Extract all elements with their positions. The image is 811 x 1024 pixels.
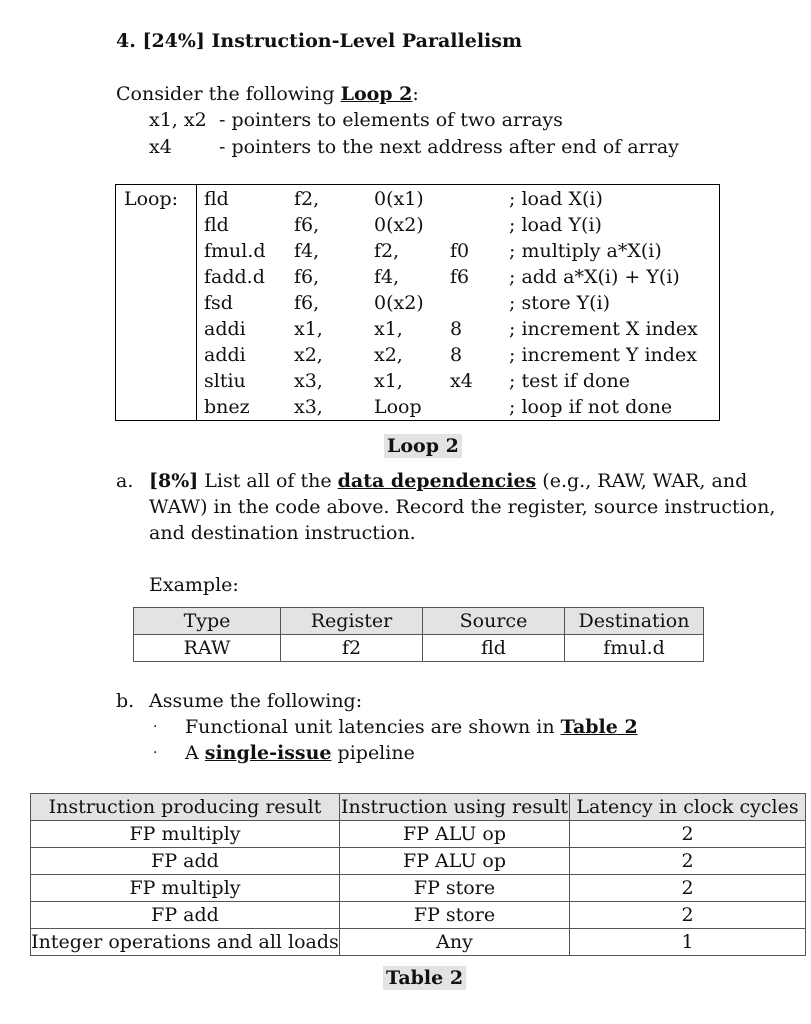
part-a-line-2: WAW) in the code above. Record the register, source instruction, <box>149 496 776 518</box>
code-dest: f4, <box>294 240 320 262</box>
code-opcode: fld <box>204 214 229 236</box>
intro-line <box>116 83 419 105</box>
code-comment: ; load Y(i) <box>509 214 602 236</box>
code-src2: 8 <box>450 318 463 340</box>
code-src1: 0(x2) <box>374 214 424 236</box>
bullet-1-emph: Table 2 <box>560 716 638 738</box>
bullet-item-1 <box>185 716 638 738</box>
latency-cell-latency: 2 <box>570 848 806 875</box>
example-table <box>133 607 704 662</box>
latency-cell-latency: 2 <box>570 902 806 929</box>
table-row <box>31 902 806 929</box>
table-row <box>31 848 806 875</box>
pointer-name-1: x1, x2 <box>149 109 207 131</box>
example-header-destination: Destination <box>565 608 704 635</box>
latency-cell-consumer: FP ALU op <box>340 821 570 848</box>
latency-cell-latency: 2 <box>570 875 806 902</box>
code-src1: f2, <box>374 240 400 262</box>
code-src2: 8 <box>450 344 463 366</box>
code-label: Loop: <box>124 188 179 210</box>
bullet-glyph-2: · <box>153 745 158 761</box>
code-dest: f6, <box>294 292 320 314</box>
code-src1: 0(x2) <box>374 292 424 314</box>
code-opcode: sltiu <box>204 370 246 392</box>
intro-text: Consider the following <box>116 83 341 105</box>
code-dest: x3, <box>294 396 323 418</box>
code-opcode: fadd.d <box>204 266 265 288</box>
code-dest: x2, <box>294 344 323 366</box>
latency-cell-latency: 1 <box>570 929 806 956</box>
part-a-line-3: and destination instruction. <box>149 522 416 544</box>
latency-header-latency: Latency in clock cycles <box>570 794 806 821</box>
question-heading: 4. [24%] Instruction-Level Parallelism <box>116 30 523 52</box>
example-cell-type: RAW <box>134 635 281 662</box>
pointer-name-2: x4 <box>149 136 172 158</box>
code-src2: f6 <box>450 266 470 288</box>
table-row <box>31 875 806 902</box>
code-line <box>116 370 719 396</box>
code-opcode: addi <box>204 318 246 340</box>
code-opcode: fld <box>204 188 229 210</box>
part-a-emph: data dependencies <box>337 470 537 492</box>
code-src1: x1, <box>374 318 403 340</box>
example-header-register: Register <box>281 608 423 635</box>
part-a-text-1: List all of the <box>198 470 338 492</box>
code-comment: ; loop if not done <box>509 396 673 418</box>
part-b-label: b. <box>116 690 135 712</box>
bullet-2-pre: A <box>185 742 205 764</box>
code-src2: x4 <box>450 370 473 392</box>
latency-cell-consumer: FP store <box>340 902 570 929</box>
code-src1: f4, <box>374 266 400 288</box>
code-opcode: addi <box>204 344 246 366</box>
code-line <box>116 318 719 344</box>
code-src1: 0(x1) <box>374 188 424 210</box>
latency-header-producer: Instruction producing result <box>31 794 340 821</box>
example-label: Example: <box>149 574 239 596</box>
example-cell-source: fld <box>423 635 565 662</box>
code-line <box>116 240 719 266</box>
code-dest: x3, <box>294 370 323 392</box>
bullet-2-emph: single-issue <box>204 742 332 764</box>
intro-loop-ref: Loop 2 <box>340 83 413 105</box>
code-src1: x1, <box>374 370 403 392</box>
bullet-1-pre: Functional unit latencies are shown in <box>185 716 561 738</box>
latency-cell-consumer: FP store <box>340 875 570 902</box>
code-src1: x2, <box>374 344 403 366</box>
table-row <box>31 821 806 848</box>
example-cell-destination: fmul.d <box>565 635 704 662</box>
code-dest: f6, <box>294 214 320 236</box>
latency-cell-latency: 2 <box>570 821 806 848</box>
code-line <box>116 292 719 318</box>
bullet-2-post: pipeline <box>331 742 415 764</box>
bullet-glyph-1: · <box>153 719 158 735</box>
code-comment: ; add a*X(i) + Y(i) <box>509 266 680 288</box>
loop-caption: Loop 2 <box>384 434 462 458</box>
table-caption: Table 2 <box>383 966 466 990</box>
loop-code-box <box>115 184 720 421</box>
part-a-label: a. <box>116 470 134 492</box>
code-comment: ; increment Y index <box>509 344 697 366</box>
code-line <box>116 188 719 214</box>
code-dest: x1, <box>294 318 323 340</box>
latency-cell-producer: Integer operations and all loads <box>31 929 340 956</box>
latency-cell-producer: FP add <box>31 848 340 875</box>
latency-cell-consumer: Any <box>340 929 570 956</box>
code-line <box>116 214 719 240</box>
part-b-text: Assume the following: <box>149 690 363 712</box>
code-dest: f2, <box>294 188 320 210</box>
example-header-source: Source <box>423 608 565 635</box>
latency-table <box>30 793 806 956</box>
example-table-header <box>134 608 704 635</box>
part-a-points: [8%] <box>149 470 199 492</box>
example-cell-register: f2 <box>281 635 423 662</box>
code-opcode: fsd <box>204 292 233 314</box>
latency-cell-consumer: FP ALU op <box>340 848 570 875</box>
example-header-type: Type <box>134 608 281 635</box>
latency-table-header <box>31 794 806 821</box>
part-a-text-2: (e.g., RAW, WAR, and <box>536 470 748 492</box>
code-src2: f0 <box>450 240 470 262</box>
pointer-desc-1: - pointers to elements of two arrays <box>219 109 563 131</box>
code-opcode: fmul.d <box>204 240 266 262</box>
code-dest: f6, <box>294 266 320 288</box>
intro-suffix: : <box>412 83 419 105</box>
part-a-line-1 <box>149 470 747 492</box>
code-comment: ; load X(i) <box>509 188 603 210</box>
code-comment: ; multiply a*X(i) <box>509 240 662 262</box>
latency-header-consumer: Instruction using result <box>340 794 570 821</box>
code-line <box>116 396 719 422</box>
latency-cell-producer: FP multiply <box>31 875 340 902</box>
code-comment: ; store Y(i) <box>509 292 611 314</box>
table-row <box>31 929 806 956</box>
pointer-desc-2: - pointers to the next address after end of array <box>219 136 679 158</box>
code-opcode: bnez <box>204 396 250 418</box>
latency-cell-producer: FP add <box>31 902 340 929</box>
code-src1: Loop <box>374 396 422 418</box>
code-comment: ; test if done <box>509 370 630 392</box>
table-row <box>134 635 704 662</box>
latency-cell-producer: FP multiply <box>31 821 340 848</box>
code-comment: ; increment X index <box>509 318 698 340</box>
code-line <box>116 344 719 370</box>
bullet-item-2 <box>185 742 415 764</box>
code-line <box>116 266 719 292</box>
